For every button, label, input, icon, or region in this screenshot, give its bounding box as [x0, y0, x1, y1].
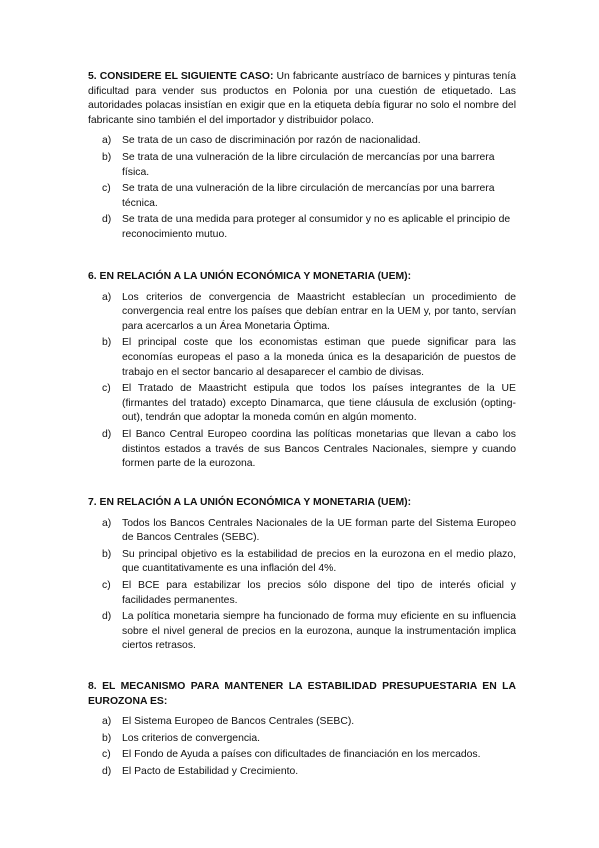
answer-letter: b): [102, 732, 112, 744]
question-8: [88, 680, 516, 782]
question-6-statement: [88, 270, 516, 285]
answer-letter: a): [102, 135, 112, 147]
answer-text: Se trata de una vulneración de la libre circulación de mercancías por una barrera técnica.: [122, 183, 495, 209]
question-7-answers: [88, 517, 516, 654]
answer-letter: c): [102, 579, 111, 591]
answer-letter: d): [102, 214, 112, 226]
answer-letter: a): [102, 716, 112, 728]
answer-option: [88, 548, 516, 577]
answer-text: Se trata de una vulneración de la libre circulación de mercancías por una barrera física.: [122, 151, 495, 178]
question-5-case-text: Un fabricante austríaco de barnices y pinturas tenía dificultad para vender sus productos en Polonia por una cuestión de etiquetado. Las autoridades polacas insistían en exigir que en la etiqueta debía figurar no solo el nombre del fabricante sino también el del importador y distribuidor polaco.: [88, 71, 516, 126]
answer-option: [88, 517, 516, 546]
answer-option: [88, 732, 516, 747]
answer-letter: d): [102, 765, 112, 777]
question-8-answers: [88, 715, 516, 779]
answer-letter: c): [102, 749, 111, 761]
answer-option: [88, 151, 516, 180]
answer-option: [88, 610, 516, 654]
answer-option: [88, 134, 516, 149]
answer-option: [88, 182, 516, 211]
question-6-answers: [88, 291, 516, 472]
answer-letter: a): [102, 517, 112, 529]
answer-text: Se trata de una medida para proteger al consumidor y no es aplicable el principio de reconocimiento mutuo.: [122, 214, 511, 240]
question-5-statement: [88, 70, 516, 128]
question-6-title: 6. EN RELACIÓN A LA UNIÓN ECONÓMICA Y MONETARIA (UEM):: [88, 271, 412, 282]
question-5-answers: [88, 134, 516, 242]
answer-letter: b): [102, 548, 112, 560]
answer-text: Los criterios de convergencia.: [122, 732, 261, 744]
question-7-statement: [88, 496, 516, 511]
answer-text: El Pacto de Estabilidad y Crecimiento.: [122, 765, 299, 777]
answer-text: Los criterios de convergencia de Maastricht establecían un procedimiento de convergencia real entre los países que debían entrar en la UEM y, por tanto, servían para acercarlos a un Área Monetaria Óptima.: [122, 291, 516, 332]
question-5: [88, 70, 516, 245]
question-7: [88, 496, 516, 656]
answer-text: El Fondo de Ayuda a países con dificultades de financiación en los mercados.: [122, 749, 481, 761]
question-8-title: 8. EL MECANISMO PARA MANTENER LA ESTABILIDAD PRESUPUESTARIA EN LA EUROZONA ES:: [88, 681, 516, 707]
answer-text: El Tratado de Maastricht estipula que todos los países integrantes de la UE (firmantes del tratado) excepto Dinamarca, que tiene cláusula de exclusión (opting-out), tendrán que adoptar la moneda común en algún momento.: [122, 383, 516, 424]
question-5-title: 5. CONSIDERE EL SIGUIENTE CASO:: [88, 71, 274, 82]
answer-option: [88, 336, 516, 380]
question-6: [88, 270, 516, 474]
answer-text: Su principal objetivo es la estabilidad de precios en la eurozona en el medio plazo, que cuantitativamente es una inflación del 4%.: [122, 548, 516, 575]
answer-option: [88, 765, 516, 780]
question-7-title: 7. EN RELACIÓN A LA UNIÓN ECONÓMICA Y MONETARIA (UEM):: [88, 497, 412, 508]
answer-letter: d): [102, 428, 112, 440]
answer-text: El BCE para estabilizar los precios sólo dispone del tipo de interés oficial y facilidades permanentes.: [122, 579, 516, 606]
question-8-statement: [88, 680, 516, 709]
answer-option: [88, 382, 516, 426]
answer-option: [88, 213, 516, 242]
answer-option: [88, 715, 516, 730]
answer-text: La política monetaria siempre ha funcionado de forma muy eficiente en su influencia sobre el nivel general de precios en la eurozona, aunque la instrumentación implica ciertos retrasos.: [122, 611, 516, 652]
answer-letter: d): [102, 611, 112, 623]
answer-text: El principal coste que los economistas estiman que puede significar para las economías europeas el paso a la moneda única es la desaparición de puestos de trabajo en el sector bancario al desaparecer el cambio de divisas.: [122, 337, 516, 378]
answer-option: [88, 291, 516, 335]
answer-option: [88, 748, 516, 763]
answer-text: Se trata de un caso de discriminación por razón de nacionalidad.: [122, 135, 421, 147]
answer-text: El Sistema Europeo de Bancos Centrales (SEBC).: [122, 716, 355, 728]
answer-letter: c): [102, 383, 111, 395]
answer-text: El Banco Central Europeo coordina las políticas monetarias que llevan a cabo los distintos estados a través de sus Bancos Centrales Nacionales, siempre y cuando formen parte de la eurozona.: [122, 428, 516, 470]
answer-letter: b): [102, 337, 112, 349]
answer-letter: a): [102, 291, 112, 303]
answer-letter: b): [102, 151, 112, 163]
answer-option: [88, 579, 516, 608]
answer-text: Todos los Bancos Centrales Nacionales de la UE forman parte del Sistema Europeo de Bancos Centrales (SEBC).: [122, 517, 516, 544]
answer-option: [88, 428, 516, 472]
answer-letter: c): [102, 183, 111, 195]
